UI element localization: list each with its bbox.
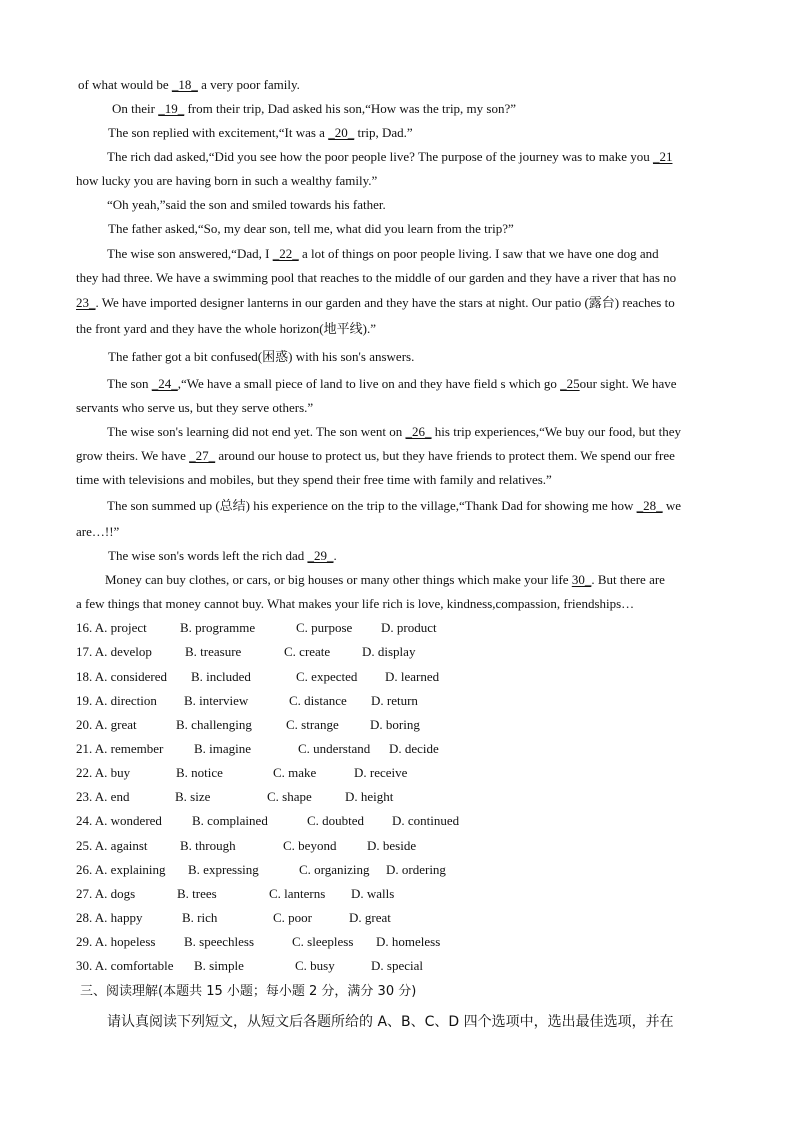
blank-21: _21 <box>652 149 673 164</box>
option-d: D. return <box>371 693 418 708</box>
question-number-option-a: 24. A. wondered <box>76 813 162 828</box>
option-d: D. homeless <box>376 934 441 949</box>
blank-28: _28_ <box>636 498 663 513</box>
option-d: D. height <box>345 789 394 804</box>
option-b: B. speechless <box>184 934 255 949</box>
option-c: C. doubted <box>307 813 365 828</box>
passage-line-13: The son _24_,“We have a small piece of land to live on and they have field s which go _25our sight. We have <box>107 376 677 391</box>
passage-line-19: are…!!” <box>76 524 120 539</box>
passage-line-9: they had three. We have a swimming pool that reaches to the middle of our garden and they have a river that has no <box>76 270 677 285</box>
option-d: D. ordering <box>386 862 446 877</box>
passage-line-12: The father got a bit confused(困惑) with his son's answers. <box>108 349 415 364</box>
option-c: C. lanterns <box>269 886 326 901</box>
option-d: D. great <box>349 910 391 925</box>
section-heading: 三、阅读理解(本题共 15 小题；每小题 2 分，满分 30 分) <box>80 984 417 999</box>
blank-23: 23_ <box>76 295 96 310</box>
blank-24: _24_ <box>151 376 178 391</box>
question-number-option-a: 28. A. happy <box>76 910 143 925</box>
passage-line-11: the front yard and they have the whole horizon(地平线).” <box>76 321 376 336</box>
blank-22: _22_ <box>272 246 299 261</box>
option-b: B. simple <box>194 958 244 973</box>
question-number-option-a: 17. A. develop <box>76 644 152 659</box>
option-c: C. poor <box>273 910 312 925</box>
option-d: D. decide <box>389 741 439 756</box>
option-b: B. through <box>180 838 236 853</box>
passage-line-14: servants who serve us, but they serve others.” <box>76 400 314 415</box>
passage-line-6: “Oh yeah,”said the son and smiled towards his father. <box>107 197 386 212</box>
question-number-option-a: 20. A. great <box>76 717 137 732</box>
blank-18: _18_ <box>171 77 198 92</box>
passage-line-21: Money can buy clothes, or cars, or big houses or many other things which make your life 30_. But there are <box>105 572 665 587</box>
option-c: C. beyond <box>283 838 337 853</box>
passage-line-22: a few things that money cannot buy. What makes your life rich is love, kindness,compassion, friendships… <box>76 596 635 611</box>
passage-line-15: The wise son's learning did not end yet. The son went on _26_ his trip experiences,“We buy our food, but they <box>107 424 682 439</box>
option-d: D. receive <box>354 765 408 780</box>
option-c: C. make <box>273 765 317 780</box>
option-b: B. imagine <box>194 741 252 756</box>
option-c: C. busy <box>295 958 335 973</box>
question-number-option-a: 26. A. explaining <box>76 862 166 877</box>
option-c: C. sleepless <box>292 934 354 949</box>
question-number-option-a: 21. A. remember <box>76 741 164 756</box>
option-b: B. trees <box>177 886 217 901</box>
option-d: D. special <box>371 958 423 973</box>
option-b: B. complained <box>192 813 268 828</box>
passage-line-10: 23_. We have imported designer lanterns in our garden and they have the stars at night. Our patio (露台) reaches to <box>76 295 675 310</box>
blank-26: _26_ <box>405 424 432 439</box>
option-b: B. challenging <box>176 717 252 732</box>
question-number-option-a: 16. A. project <box>76 620 147 635</box>
option-d: D. continued <box>392 813 460 828</box>
passage-line-17: time with televisions and mobiles, but they spend their free time with family and relatives.” <box>76 472 552 487</box>
blank-27: _27_ <box>189 448 216 463</box>
blank-29: _29_ <box>307 548 334 563</box>
passage-line-20: The wise son's words left the rich dad _29_. <box>108 548 337 563</box>
blank-19: _19_ <box>158 101 185 116</box>
option-b: B. notice <box>176 765 223 780</box>
blank-25: _25 <box>560 376 580 391</box>
option-b: B. interview <box>184 693 249 708</box>
question-number-option-a: 27. A. dogs <box>76 886 136 901</box>
question-number-option-a: 22. A. buy <box>76 765 131 780</box>
option-c: C. shape <box>267 789 312 804</box>
section-instruction: 请认真阅读下列短文，从短文后各题所给的 A、B、C、D 四个选项中，选出最佳选项，并在 <box>107 1014 674 1030</box>
question-number-option-a: 19. A. direction <box>76 693 157 708</box>
option-d: D. boring <box>370 717 420 732</box>
option-d: D. product <box>381 620 437 635</box>
option-b: B. rich <box>182 910 218 925</box>
option-c: C. purpose <box>296 620 353 635</box>
option-c: C. strange <box>286 717 339 732</box>
option-c: C. organizing <box>299 862 370 877</box>
passage-line-5: how lucky you are having born in such a wealthy family.” <box>76 173 378 188</box>
option-d: D. learned <box>385 669 440 684</box>
option-c: C. distance <box>289 693 347 708</box>
question-number-option-a: 25. A. against <box>76 838 148 853</box>
option-b: B. treasure <box>185 644 242 659</box>
option-c: C. expected <box>296 669 358 684</box>
option-b: B. programme <box>180 620 256 635</box>
option-b: B. size <box>175 789 211 804</box>
option-d: D. display <box>362 644 416 659</box>
blank-20: _20_ <box>328 125 355 140</box>
question-number-option-a: 18. A. considered <box>76 669 167 684</box>
option-c: C. understand <box>298 741 371 756</box>
passage-line-8: The wise son answered,“Dad, I _22_ a lot of things on poor people living. I saw that we have one dog and <box>107 246 659 261</box>
option-d: D. walls <box>351 886 395 901</box>
option-b: B. included <box>191 669 251 684</box>
question-number-option-a: 29. A. hopeless <box>76 934 156 949</box>
option-b: B. expressing <box>188 862 259 877</box>
option-c: C. create <box>284 644 331 659</box>
option-d: D. beside <box>367 838 417 853</box>
passage-line-4: The rich dad asked,“Did you see how the poor people live? The purpose of the journey was to make you _21 <box>107 149 673 164</box>
passage-line-7: The father asked,“So, my dear son, tell me, what did you learn from the trip?” <box>108 221 514 236</box>
question-number-option-a: 30. A. comfortable <box>76 958 174 973</box>
passage-line-16: grow theirs. We have _27_ around our house to protect us, but they have friends to protect them. We spend our free <box>76 448 675 463</box>
blank-30: 30_ <box>571 572 592 587</box>
passage-line-3: The son replied with excitement,“It was a _20_ trip, Dad.” <box>108 125 413 140</box>
question-number-option-a: 23. A. end <box>76 789 130 804</box>
passage-line-18: The son summed up (总结) his experience on the trip to the village,“Thank Dad for showing me how _28_ we <box>107 498 682 513</box>
passage-line-2: On their _19_ from their trip, Dad asked his son,“How was the trip, my son?” <box>112 101 517 116</box>
passage-line-1: of what would be _18_ a very poor family. <box>78 77 300 92</box>
